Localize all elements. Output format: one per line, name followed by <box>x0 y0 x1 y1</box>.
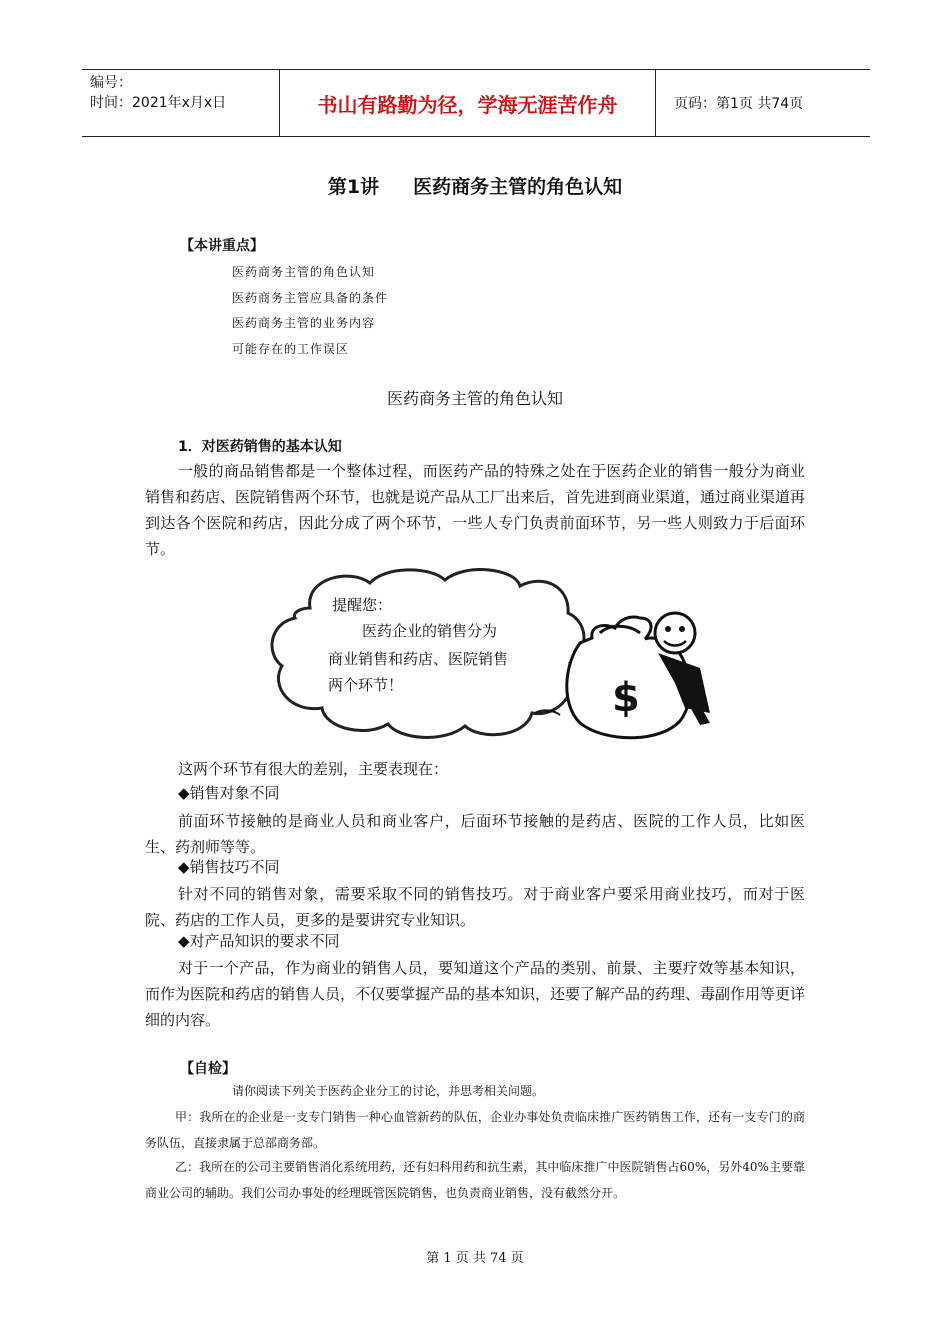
callout-heading: 提醒您： <box>332 596 393 614</box>
difference-text: 对于一个产品，作为商业的销售人员，要知道这个产品的类别、前景、主要疗效等基本知识，而作为医院和药店的销售人员，不仅要掌握产品的基本知识，还要了解产品的药理、毒副作用等更详细的内容。 <box>145 959 806 1029</box>
lecture-name: 医药商务主管的角色认知 <box>413 176 623 198</box>
key-point-item: 医药商务主管的业务内容 <box>232 316 376 330</box>
callout-line-3: 两个环节！ <box>328 676 404 694</box>
reminder-callout <box>270 568 715 743</box>
differences-lead: 这两个环节有很大的差别，主要表现在： <box>178 760 449 778</box>
difference-title: ◆对产品知识的要求不同 <box>178 932 340 950</box>
date-label: 时间：2021年x月x日 <box>90 95 227 111</box>
intro-paragraph: 一般的商品销售都是一个整体过程，而医药产品的特殊之处在于医药企业的销售一般分为商业销售和药店、医院销售两个环节，也就是说产品从工厂出来后，首先进到商业渠道，通过商业渠道再到达各个医院和药店，因此分成了两个环节，一些人专门负责前面环节，另一些人则致力于后面环节。 <box>145 462 806 558</box>
page-info <box>664 70 870 136</box>
callout-line-2: 商业销售和药店、医院销售 <box>328 650 509 668</box>
discussion-a: 甲：我所在的企业是一支专门销售一种心血管新药的队伍，企业办事处负责临床推广医药销售工作，还有一支专门的商务队伍，直接隶属于总部商务部。 <box>145 1110 805 1150</box>
lecture-title <box>0 172 950 199</box>
section-subtitle: 1．对医药销售的基本认知 <box>178 439 342 455</box>
difference-title: ◆销售技巧不同 <box>178 858 280 876</box>
document-header <box>82 69 870 137</box>
key-point-item: 医药商务主管的角色认知 <box>232 265 376 279</box>
self-check-prompt: 请你阅读下列关于医药企业分工的讨论，并思考相关问题。 <box>232 1084 545 1098</box>
discussion-b: 乙：我所在的公司主要销售消化系统用药，还有妇科用药和抗生素，其中临床推广中医院销售占60%，另外40%主要靠商业公司的辅助。我们公司办事处的经理既管医院销售，也负责商业销售，没有截然分开。 <box>145 1160 805 1200</box>
page-footer: 第 1 页 共 74 页 <box>426 1251 524 1266</box>
difference-title: ◆销售对象不同 <box>178 784 280 802</box>
header-left-cell <box>82 70 278 136</box>
key-point-item: 医药商务主管应具备的条件 <box>232 290 389 305</box>
page-info-text: 页码：第1页 共74页 <box>674 96 804 112</box>
svg-text:$: $ <box>612 675 640 721</box>
difference-text: 针对不同的销售对象，需要采取不同的销售技巧。对于商业客户要采用商业技巧，而对于医院、药店的工作人员，更多的是要讲究专业知识。 <box>145 885 805 929</box>
key-points-heading: 【本讲重点】 <box>180 238 264 254</box>
key-points-list <box>232 260 388 362</box>
lecture-number: 第1讲 <box>327 176 380 198</box>
key-point-item: 可能存在的工作误区 <box>232 341 350 356</box>
motto: 书山有路勤为径，学海无涯苦作舟 <box>279 70 656 136</box>
difference-text: 前面环节接触的是商业人员和商业客户，后面环节接触的是药店、医院的工作人员，比如医生、药剂师等等。 <box>145 812 805 856</box>
callout-line-1: 医药企业的销售分为 <box>362 622 498 640</box>
number-label: 编号： <box>90 75 132 91</box>
self-check-heading: 【自检】 <box>180 1061 236 1077</box>
section-title: 医药商务主管的角色认知 <box>386 389 563 408</box>
